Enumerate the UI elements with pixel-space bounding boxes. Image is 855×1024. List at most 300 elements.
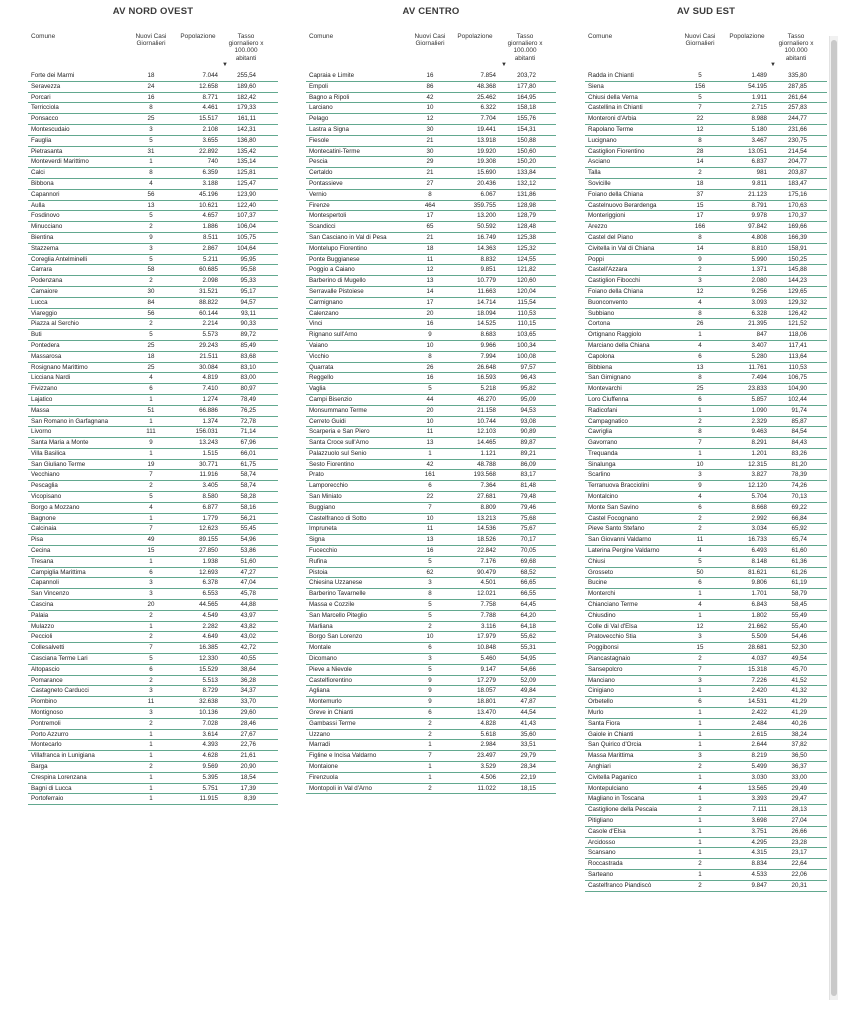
cell-popolazione: 7.111 [752, 806, 767, 814]
cell-nuovi-casi: 6 [698, 579, 702, 587]
cell-nuovi-casi: 8 [428, 590, 432, 598]
cell-popolazione: 3.407 [751, 341, 767, 349]
cell-nuovi-casi: 2 [698, 525, 702, 533]
table-row [585, 557, 827, 568]
cell-popolazione: 9.463 [751, 428, 767, 436]
cell-nuovi-casi: 13 [426, 439, 434, 447]
cell-popolazione: 16.593 [477, 374, 496, 382]
table-row [306, 643, 556, 654]
cell-tasso: 125,32 [517, 244, 536, 252]
cell-comune: Collesalvetti [31, 644, 65, 652]
table-body [306, 71, 556, 794]
cell-comune: San Marcello Piteglio [309, 611, 368, 619]
table-row [585, 233, 827, 244]
cell-popolazione: 32.638 [199, 698, 218, 706]
cell-popolazione: 26.648 [477, 363, 496, 371]
cell-nuovi-casi: 5 [149, 255, 153, 263]
cell-comune: Cascina [31, 601, 54, 609]
cell-nuovi-casi: 1 [698, 709, 702, 717]
cell-nuovi-casi: 11 [426, 255, 434, 263]
cell-tasso: 100,34 [517, 341, 536, 349]
cell-comune: Cinigiano [588, 687, 614, 695]
cell-nuovi-casi: 31 [147, 147, 155, 155]
cell-popolazione: 18.526 [477, 536, 496, 544]
cell-comune: Chiesina Uzzanese [309, 579, 363, 587]
cell-popolazione: 6.067 [480, 190, 496, 198]
table-row [306, 168, 556, 179]
cell-tasso: 52,30 [791, 644, 807, 652]
cell-comune: Castelfiorentino [309, 676, 352, 684]
cell-tasso: 131,86 [517, 190, 536, 198]
cell-tasso: 40,55 [240, 655, 256, 663]
cell-tasso: 110,53 [517, 309, 536, 317]
cell-popolazione: 27.850 [199, 547, 218, 555]
table-row [585, 265, 827, 276]
cell-popolazione: 10.744 [477, 417, 496, 425]
table-row [585, 492, 827, 503]
cell-nuovi-casi: 1 [698, 741, 702, 749]
table-row [585, 632, 827, 643]
cell-comune: Greve in Chianti [309, 709, 354, 717]
cell-tasso: 96,43 [520, 374, 536, 382]
cell-nuovi-casi: 17 [696, 212, 704, 220]
cell-tasso: 76,25 [240, 406, 256, 414]
table-row [28, 255, 278, 266]
cell-nuovi-casi: 12 [696, 622, 704, 630]
cell-popolazione: 90.479 [477, 568, 496, 576]
cell-comune: Scarperia e San Piero [309, 428, 370, 436]
cell-nuovi-casi: 9 [428, 331, 432, 339]
table-row [28, 319, 278, 330]
cell-tasso: 37,82 [791, 741, 807, 749]
cell-nuovi-casi: 44 [426, 395, 434, 403]
cell-tasso: 79,46 [520, 503, 536, 511]
cell-nuovi-casi: 1 [149, 417, 153, 425]
cell-popolazione: 12.103 [477, 428, 496, 436]
table-row [306, 762, 556, 773]
cell-tasso: 90,89 [520, 428, 536, 436]
cell-comune: Ponsacco [31, 115, 59, 123]
cell-popolazione: 18.057 [477, 687, 496, 695]
cell-nuovi-casi: 58 [147, 266, 155, 274]
cell-popolazione: 4.828 [480, 719, 496, 727]
table-row [585, 751, 827, 762]
cell-nuovi-casi: 2 [428, 784, 432, 792]
cell-comune: Chiusi [588, 557, 606, 565]
cell-comune: Coreglia Antelminelli [31, 255, 88, 263]
table-row [28, 114, 278, 125]
table-row [585, 643, 827, 654]
cell-comune: Pistoia [309, 568, 328, 576]
cell-tasso: 150,60 [517, 147, 536, 155]
cell-tasso: 75,67 [520, 525, 536, 533]
cell-tasso: 56,21 [240, 514, 256, 522]
cell-popolazione: 5.573 [202, 331, 218, 339]
table-row [306, 395, 556, 406]
cell-popolazione: 6.322 [480, 104, 496, 112]
cell-comune: Fivizzano [31, 385, 58, 393]
cell-popolazione: 2.214 [202, 320, 218, 328]
cell-tasso: 8,39 [243, 795, 256, 803]
cell-tasso: 78,39 [791, 471, 807, 479]
sort-descending-icon[interactable]: ▼ [501, 62, 507, 68]
cell-tasso: 70,13 [791, 493, 807, 501]
cell-tasso: 64,20 [520, 611, 536, 619]
cell-popolazione: 4.501 [480, 579, 496, 587]
cell-comune: Massa Marittima [588, 752, 634, 760]
table-row [585, 578, 827, 589]
cell-popolazione: 3.393 [751, 795, 767, 803]
cell-tasso: 158,91 [788, 244, 807, 252]
cell-popolazione: 5.509 [751, 633, 767, 641]
cell-tasso: 65,92 [791, 525, 807, 533]
cell-popolazione: 4.315 [751, 849, 767, 857]
cell-popolazione: 8.683 [480, 331, 496, 339]
table-row [585, 417, 827, 428]
table-row [585, 816, 827, 827]
cell-popolazione: 11.915 [199, 795, 218, 803]
table-row [306, 136, 556, 147]
table-row [585, 503, 827, 514]
cell-comune: Poppi [588, 255, 604, 263]
table-row [585, 784, 827, 795]
cell-nuovi-casi: 6 [149, 568, 153, 576]
table-row [28, 136, 278, 147]
cell-popolazione: 11.916 [199, 471, 218, 479]
table-row [28, 276, 278, 287]
cell-comune: Sinalunga [588, 460, 616, 468]
cell-comune: Montignoso [31, 709, 63, 717]
table-row [585, 190, 827, 201]
table-row [585, 373, 827, 384]
cell-popolazione: 14.525 [477, 320, 496, 328]
cell-tasso: 79,48 [520, 493, 536, 501]
cell-popolazione: 44.565 [199, 601, 218, 609]
cell-tasso: 55,40 [791, 622, 807, 630]
cell-tasso: 54,95 [520, 655, 536, 663]
cell-nuovi-casi: 7 [428, 752, 432, 760]
cell-tasso: 95,17 [240, 287, 256, 295]
cell-tasso: 22,06 [791, 870, 807, 878]
cell-tasso: 105,75 [237, 233, 256, 241]
cell-nuovi-casi: 1 [428, 449, 432, 457]
cell-tasso: 144,23 [788, 277, 807, 285]
cell-tasso: 128,98 [517, 201, 536, 209]
cell-comune: Cecina [31, 547, 51, 555]
table-row [306, 514, 556, 525]
cell-comune: Rignano sull'Arno [309, 331, 358, 339]
cell-nuovi-casi: 28 [696, 147, 704, 155]
cell-nuovi-casi: 13 [426, 536, 434, 544]
cell-nuovi-casi: 25 [696, 385, 704, 393]
cell-tasso: 128,48 [517, 223, 536, 231]
table-row [28, 309, 278, 320]
cell-nuovi-casi: 1 [428, 773, 432, 781]
table-row [306, 546, 556, 557]
cell-nuovi-casi: 27 [426, 179, 434, 187]
cell-nuovi-casi: 21 [426, 233, 434, 241]
sort-descending-icon[interactable]: ▼ [222, 62, 228, 68]
table-row [306, 265, 556, 276]
cell-popolazione: 20.436 [477, 179, 496, 187]
cell-tasso: 20,31 [791, 881, 807, 889]
cell-tasso: 100,08 [517, 352, 536, 360]
cell-comune: Cavriglia [588, 428, 613, 436]
cell-nuovi-casi: 2 [698, 763, 702, 770]
table-row [28, 740, 278, 751]
table-row [585, 255, 827, 266]
cell-comune: Capraia e Limite [309, 72, 355, 79]
cell-comune: Gambassi Terme [309, 719, 356, 727]
cell-nuovi-casi: 3 [428, 579, 432, 587]
column-header-tasso[interactable]: Tasso giornaliero x 100.000 abitanti [778, 33, 814, 62]
cell-comune: Castelfranco di Sotto [309, 514, 367, 522]
cell-nuovi-casi: 2 [149, 277, 153, 285]
cell-nuovi-casi: 2 [149, 676, 153, 684]
cell-popolazione: 2.984 [480, 741, 496, 749]
cell-popolazione: 6.328 [751, 309, 767, 317]
cell-comune: Campi Bisenzio [309, 395, 352, 403]
cell-tasso: 34,37 [240, 687, 256, 695]
cell-tasso: 85,49 [240, 341, 256, 349]
cell-tasso: 27,04 [791, 816, 807, 824]
cell-tasso: 40,26 [791, 719, 807, 727]
cell-popolazione: 2.992 [751, 514, 767, 522]
table-row [306, 201, 556, 212]
cell-comune: Cerreto Guidi [309, 417, 346, 425]
cell-comune: Lucignano [588, 136, 617, 144]
table-row [306, 244, 556, 255]
cell-tasso: 85,87 [791, 417, 807, 425]
cell-popolazione: 7.788 [480, 611, 496, 619]
column-header-comune[interactable]: Comune [309, 33, 334, 40]
cell-comune: Scarlino [588, 471, 611, 479]
cell-popolazione: 156.031 [195, 428, 218, 436]
table-row [28, 157, 278, 168]
cell-tasso: 20,90 [240, 763, 256, 770]
cell-popolazione: 7.758 [480, 601, 496, 609]
cell-comune: Vaglia [309, 385, 326, 393]
cell-tasso: 53,86 [240, 547, 256, 555]
column-header-tasso[interactable]: Tasso giornaliero x 100.000 abitanti [228, 33, 264, 62]
cell-popolazione: 8.791 [751, 201, 767, 209]
table-row [585, 730, 827, 741]
cell-comune: Camaiore [31, 287, 58, 295]
table-row [585, 352, 827, 363]
area-panel-sud-est [585, 0, 827, 889]
cell-comune: Barga [31, 763, 48, 770]
cell-comune: San Vincenzo [31, 590, 70, 598]
cell-tasso: 103,65 [517, 331, 536, 339]
table-row [28, 686, 278, 697]
cell-tasso: 44,54 [520, 709, 536, 717]
column-header-popolazione[interactable]: Popolazione [457, 33, 493, 40]
cell-popolazione: 359.755 [473, 201, 496, 209]
cell-comune: Pontedera [31, 341, 60, 349]
cell-popolazione: 740 [207, 158, 218, 166]
cell-popolazione: 9.978 [751, 212, 767, 220]
cell-popolazione: 30.771 [199, 460, 218, 468]
cell-comune: Castel Focognano [588, 514, 639, 522]
cell-popolazione: 1.886 [202, 223, 218, 231]
cell-comune: Castellina in Chianti [588, 104, 643, 112]
table-row [585, 427, 827, 438]
column-header-tasso[interactable]: Tasso giornaliero x 100.000 abitanti [507, 33, 543, 62]
cell-nuovi-casi: 16 [426, 72, 434, 79]
column-header-nuovi-casi[interactable]: Nuovi Casi Giornalieri [414, 33, 446, 48]
cell-tasso: 75,68 [520, 514, 536, 522]
cell-comune: Lamporecchio [309, 482, 348, 490]
cell-nuovi-casi: 7 [149, 471, 153, 479]
column-header-comune[interactable]: Comune [31, 33, 56, 40]
table-row [585, 859, 827, 870]
cell-popolazione: 1.201 [751, 449, 767, 457]
cell-popolazione: 7.854 [480, 72, 496, 79]
sort-descending-icon[interactable]: ▼ [770, 62, 776, 68]
cell-nuovi-casi: 4 [149, 179, 153, 187]
cell-comune: Gavorrano [588, 439, 618, 447]
cell-popolazione: 23.833 [748, 385, 767, 393]
cell-tasso: 189,60 [237, 82, 256, 90]
cell-popolazione: 2.867 [202, 244, 218, 252]
cell-comune: Peccioli [31, 633, 53, 641]
cell-nuovi-casi: 6 [149, 385, 153, 393]
table-row [585, 611, 827, 622]
cell-comune: Castiglione della Pescaia [588, 806, 658, 814]
column-header-nuovi-casi[interactable]: Nuovi Casi Giornalieri [135, 33, 167, 48]
cell-tasso: 94,53 [520, 406, 536, 414]
column-header-popolazione[interactable]: Popolazione [180, 33, 216, 40]
cell-nuovi-casi: 26 [696, 320, 704, 328]
table-row [306, 341, 556, 352]
table-row [28, 103, 278, 114]
cell-nuovi-casi: 2 [698, 806, 702, 814]
cell-nuovi-casi: 18 [696, 179, 704, 187]
cell-comune: Gaiole in Chianti [588, 730, 634, 738]
cell-comune: Impruneta [309, 525, 337, 533]
table-row [306, 373, 556, 384]
scrollbar-thumb[interactable] [831, 40, 837, 996]
cell-nuovi-casi: 1 [698, 590, 702, 598]
cell-comune: Montaione [309, 763, 338, 770]
column-header-nuovi-casi[interactable]: Nuovi Casi Giornalieri [684, 33, 716, 48]
cell-popolazione: 7.364 [480, 482, 496, 490]
cell-comune: Piancastagnaio [588, 655, 631, 663]
cell-nuovi-casi: 2 [428, 622, 432, 630]
cell-comune: Campiglia Marittima [31, 568, 86, 576]
cell-comune: Montespertoli [309, 212, 347, 220]
cell-nuovi-casi: 2 [698, 266, 702, 274]
table-row [585, 568, 827, 579]
table-body [28, 71, 278, 805]
column-header-popolazione[interactable]: Popolazione [729, 33, 765, 40]
cell-tasso: 64,18 [520, 622, 536, 630]
cell-tasso: 257,83 [788, 104, 807, 112]
cell-comune: Terranuova Bracciolini [588, 482, 649, 490]
cell-tasso: 45,70 [791, 665, 807, 673]
table-row [306, 384, 556, 395]
cell-comune: Licciana Nardi [31, 374, 71, 382]
cell-tasso: 231,66 [788, 125, 807, 133]
cell-comune: Massa [31, 406, 50, 414]
table-row [306, 114, 556, 125]
area-panel-nord-ovest [28, 0, 278, 803]
cell-popolazione: 21.123 [748, 190, 767, 198]
cell-popolazione: 15.529 [199, 665, 218, 673]
cell-nuovi-casi: 3 [428, 655, 432, 663]
cell-comune: Subbiano [588, 309, 615, 317]
cell-comune: Palaia [31, 611, 49, 619]
cell-comune: Scandicci [309, 223, 336, 231]
cell-nuovi-casi: 37 [696, 190, 704, 198]
cell-comune: Trequanda [588, 449, 618, 457]
cell-comune: Seravezza [31, 82, 61, 90]
cell-popolazione: 5.499 [751, 763, 767, 770]
cell-popolazione: 8.988 [751, 115, 767, 123]
cell-nuovi-casi: 1 [698, 611, 702, 619]
table-row [585, 740, 827, 751]
cell-comune: Poggio a Caiano [309, 266, 355, 274]
cell-comune: Vicchio [309, 352, 329, 360]
cell-tasso: 58,74 [240, 482, 256, 490]
cell-popolazione: 11.022 [477, 784, 496, 792]
cell-tasso: 161,11 [237, 115, 256, 123]
cell-tasso: 145,88 [788, 266, 807, 274]
cell-tasso: 125,38 [517, 233, 536, 241]
cell-nuovi-casi: 50 [696, 568, 704, 576]
column-header-comune[interactable]: Comune [588, 33, 613, 40]
cell-nuovi-casi: 3 [698, 633, 702, 641]
cell-popolazione: 6.359 [202, 169, 218, 177]
table-row [306, 363, 556, 374]
cell-popolazione: 13.918 [477, 136, 496, 144]
table-row [306, 298, 556, 309]
cell-nuovi-casi: 1 [698, 331, 702, 339]
cell-tasso: 89,72 [240, 331, 256, 339]
cell-popolazione: 16.749 [477, 233, 496, 241]
table-row [306, 611, 556, 622]
cell-tasso: 89,87 [520, 439, 536, 447]
cell-tasso: 117,41 [788, 341, 807, 349]
cell-tasso: 128,79 [517, 212, 536, 220]
cell-tasso: 133,84 [517, 169, 536, 177]
cell-nuovi-casi: 1 [698, 816, 702, 824]
cell-tasso: 71,14 [240, 428, 256, 436]
cell-popolazione: 8.832 [480, 255, 496, 263]
table-row [306, 82, 556, 93]
cell-tasso: 80,97 [240, 385, 256, 393]
table-row [306, 557, 556, 568]
cell-comune: Laterina Pergine Valdarno [588, 547, 660, 555]
cell-popolazione: 1.090 [751, 406, 767, 414]
cell-popolazione: 2.422 [751, 709, 767, 717]
cell-popolazione: 5.857 [751, 395, 767, 403]
cell-popolazione: 3.405 [202, 482, 218, 490]
table-row [306, 103, 556, 114]
table-row [585, 341, 827, 352]
cell-comune: Vicopisano [31, 493, 62, 501]
table-row [585, 71, 827, 82]
cell-nuovi-casi: 4 [149, 374, 153, 382]
table-row [306, 535, 556, 546]
table-row [28, 470, 278, 481]
vertical-scrollbar[interactable] [829, 36, 838, 1000]
cell-popolazione: 2.420 [751, 687, 767, 695]
table-row [585, 848, 827, 859]
cell-nuovi-casi: 13 [147, 201, 155, 209]
cell-popolazione: 14.531 [748, 698, 767, 706]
cell-tasso: 18,54 [240, 773, 256, 781]
